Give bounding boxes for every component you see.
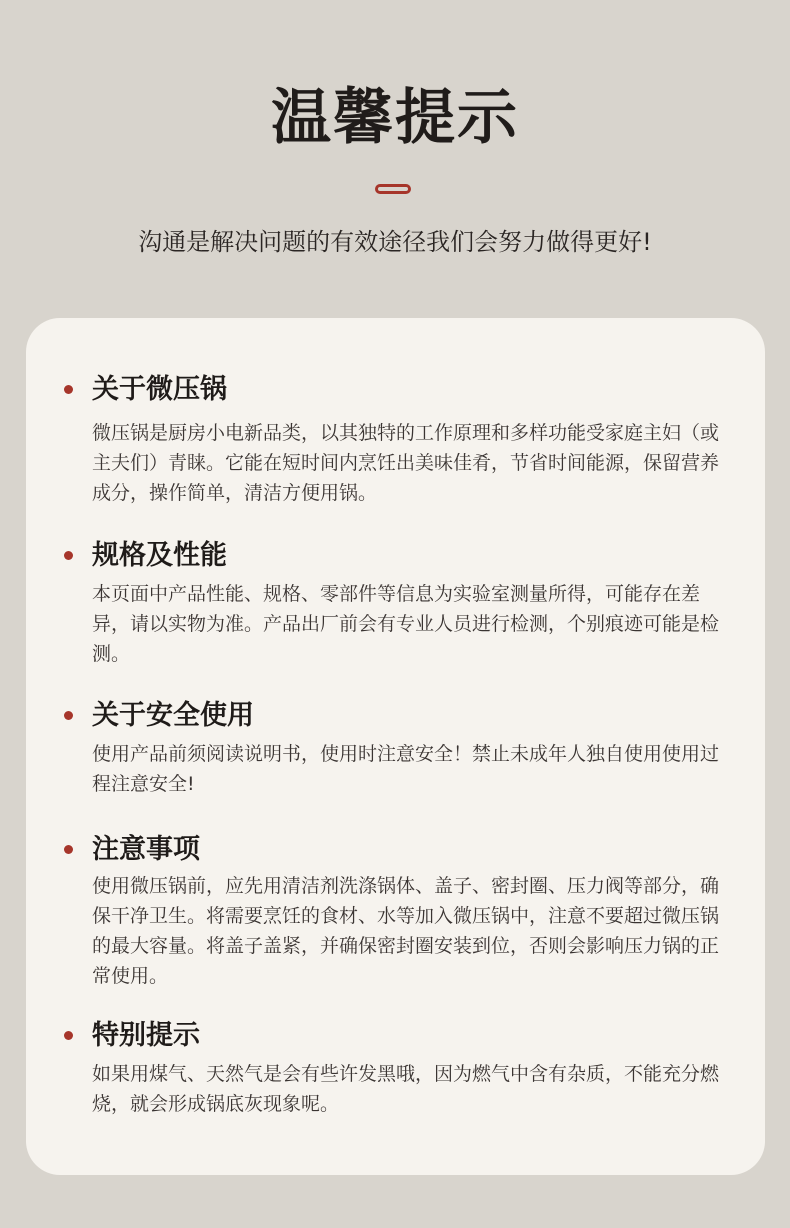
section-body: 使用微压锅前，应先用清洁剂洗涤锅体、盖子、密封圈、压力阀等部分，确保干净卫生。将需要烹饪的食材、水等加入微压锅中，注意不要超过微压锅的最大容量。将盖子盖紧，并确保密封圈安装到位，否则会影响压力锅的正常使用。 — [92, 875, 720, 987]
bullet-icon — [64, 1031, 73, 1040]
bullet-icon — [64, 845, 73, 854]
section-heading: 关于安全使用 — [92, 700, 254, 731]
section-body: 本页面中产品性能、规格、零部件等信息为实验室测量所得，可能存在差异，请以实物为准。产品出厂前会有专业人员进行检测，个别痕迹可能是检测。 — [92, 583, 720, 665]
section-heading: 特别提示 — [92, 1020, 200, 1051]
section-heading: 关于微压锅 — [92, 374, 227, 405]
bullet-icon — [64, 711, 73, 720]
page-title: 温馨提示 — [271, 83, 519, 153]
page-subtitle: 沟通是解决问题的有效途径我们会努力做得更好! — [138, 228, 652, 256]
section-body: 使用产品前须阅读说明书，使用时注意安全！禁止未成年人独自使用使用过程注意安全! — [92, 743, 720, 795]
section-body: 微压锅是厨房小电新品类，以其独特的工作原理和多样功能受家庭主妇（或主夫们）青睐。它能在短时间内烹饪出美味佳肴，节省时间能源，保留营养成分，操作简单，清洁方便用锅。 — [92, 422, 720, 504]
section-body: 如果用煤气、天然气是会有些许发黑哦，因为燃气中含有杂质，不能充分燃烧，就会形成锅底灰现象呢。 — [92, 1063, 720, 1115]
title-divider — [375, 184, 411, 194]
bullet-icon — [64, 385, 73, 394]
section-heading: 规格及性能 — [92, 540, 227, 571]
tips-card — [26, 318, 765, 1175]
section-heading: 注意事项 — [92, 834, 200, 865]
bullet-icon — [64, 551, 73, 560]
